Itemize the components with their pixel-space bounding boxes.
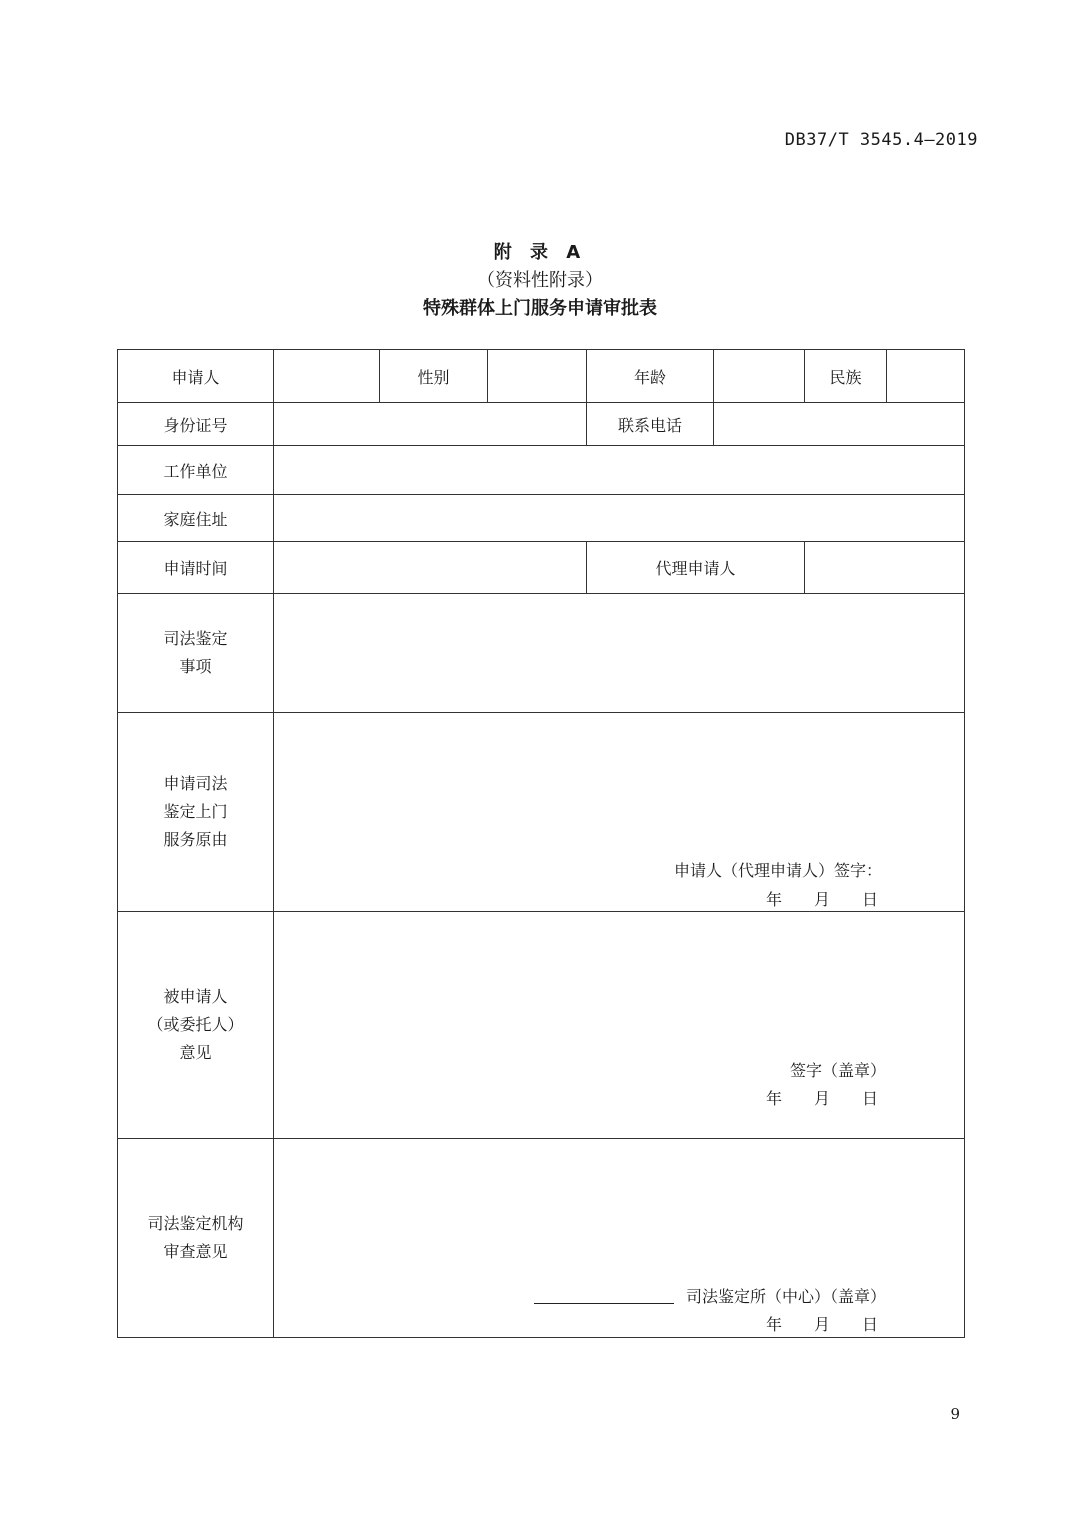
respondent-label-line2: （或委托人） bbox=[147, 1015, 244, 1034]
institution-label bbox=[118, 1139, 274, 1338]
form-title: 特殊群体上门服务申请审批表 bbox=[423, 298, 657, 319]
matters-field[interactable] bbox=[274, 594, 965, 713]
reason-label bbox=[118, 713, 274, 912]
applicant-label: 申请人 bbox=[118, 350, 274, 403]
agent-field[interactable] bbox=[805, 542, 965, 594]
address-field[interactable] bbox=[274, 495, 965, 542]
respondent-label-line3: 意见 bbox=[179, 1043, 212, 1062]
respondent-label-line1: 被申请人 bbox=[163, 987, 228, 1006]
respondent-signature-label: 签字（盖章） bbox=[789, 1061, 886, 1080]
institution-name-blank[interactable] bbox=[534, 1303, 674, 1304]
reason-date-label: 年 月 日 bbox=[765, 890, 878, 909]
gender-field[interactable] bbox=[488, 350, 587, 403]
reason-label-line3: 服务原由 bbox=[163, 830, 228, 849]
respondent-label bbox=[118, 912, 274, 1139]
gender-label: 性别 bbox=[380, 350, 488, 403]
agent-label: 代理申请人 bbox=[587, 542, 805, 594]
institution-label-line2: 审查意见 bbox=[163, 1242, 228, 1261]
institution-signature-label: 司法鉴定所（中心）（盖章） bbox=[685, 1287, 886, 1306]
applicant-field[interactable] bbox=[274, 350, 380, 403]
respondent-date-label: 年 月 日 bbox=[765, 1089, 878, 1108]
matters-label-line2: 事项 bbox=[179, 657, 212, 676]
institution-date-label: 年 月 日 bbox=[765, 1315, 878, 1334]
reason-field[interactable] bbox=[274, 713, 965, 912]
phone-field[interactable] bbox=[714, 403, 965, 446]
id-number-label: 身份证号 bbox=[118, 403, 274, 446]
appendix-title: 附 录 A bbox=[493, 242, 587, 263]
standard-code: DB37/T 3545.4—2019 bbox=[784, 130, 978, 150]
employer-field[interactable] bbox=[274, 446, 965, 495]
id-number-field[interactable] bbox=[274, 403, 587, 446]
page-number: 9 bbox=[950, 1405, 960, 1423]
age-label: 年龄 bbox=[587, 350, 714, 403]
ethnicity-field[interactable] bbox=[887, 350, 965, 403]
phone-label: 联系电话 bbox=[587, 403, 714, 446]
institution-label-line1: 司法鉴定机构 bbox=[147, 1214, 244, 1233]
reason-signature-label: 申请人（代理申请人）签字： bbox=[673, 861, 882, 880]
address-label: 家庭住址 bbox=[118, 495, 274, 542]
employer-label: 工作单位 bbox=[118, 446, 274, 495]
matters-label bbox=[118, 594, 274, 713]
approval-form-table bbox=[117, 349, 965, 1338]
apply-time-label: 申请时间 bbox=[118, 542, 274, 594]
age-field[interactable] bbox=[714, 350, 805, 403]
appendix-nature: （资料性附录） bbox=[477, 270, 603, 291]
respondent-opinion-field[interactable] bbox=[274, 912, 965, 1139]
institution-opinion-field[interactable] bbox=[274, 1139, 965, 1338]
ethnicity-label: 民族 bbox=[805, 350, 887, 403]
apply-time-field[interactable] bbox=[274, 542, 587, 594]
reason-label-line1: 申请司法 bbox=[163, 774, 228, 793]
matters-label-line1: 司法鉴定 bbox=[163, 629, 228, 648]
reason-label-line2: 鉴定上门 bbox=[163, 802, 228, 821]
